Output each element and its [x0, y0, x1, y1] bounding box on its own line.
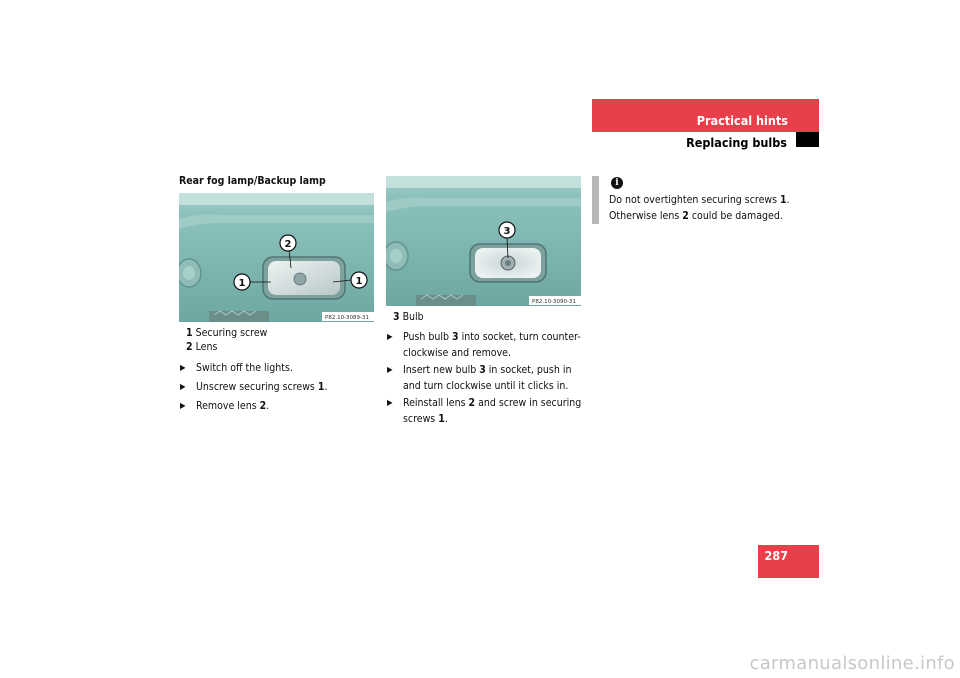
arrow-icon: ▶ [387, 398, 393, 407]
arrow-icon: ▶ [387, 332, 393, 341]
legend-item: 1 Securing screw [186, 327, 268, 339]
page-number: 287 [764, 548, 788, 563]
callout-3: 3 [503, 226, 511, 237]
legend-item: 3 Bulb [393, 311, 424, 323]
callout-2: 2 [284, 239, 292, 250]
note-bar [592, 176, 599, 224]
legend-item: 2 Lens [186, 341, 218, 353]
step-item: ▶ Push bulb 3 into socket, turn counter- clockwise and remove. [387, 331, 581, 359]
subsection-title: Replacing bulbs [686, 135, 787, 150]
arrow-icon: ▶ [387, 365, 393, 374]
callout-1-right: 1 [355, 276, 363, 287]
image-code: P82.10-3090-31 [532, 299, 577, 305]
watermark: carmanualsonline.info [749, 653, 955, 674]
arrow-icon: ▶ [180, 401, 186, 410]
step-item: ▶ Unscrew securing screws 1. [180, 381, 328, 393]
step-item: ▶ Reinstall lens 2 and screw in securing screws 1. [387, 397, 582, 425]
image-code: P82.10-3089-31 [325, 315, 370, 321]
rear-fog-lamp-photo [179, 193, 374, 322]
arrow-icon: ▶ [180, 363, 186, 372]
page-heading: Rear fog lamp/Backup lamp [179, 175, 326, 187]
step-item: ▶ Insert new bulb 3 in socket, push in and turn clockwise until it clicks in. [387, 364, 572, 392]
section-title: Practical hints [696, 113, 788, 128]
arrow-icon: ▶ [180, 382, 186, 391]
callout-1-left: 1 [238, 278, 246, 289]
step-item: ▶ Switch off the lights. [180, 362, 293, 374]
section-tab-marker [796, 132, 819, 147]
note-text: Do not overtighten securing screws 1. Otherwise lens 2 could be damaged. [609, 194, 790, 222]
step-item: ▶ Remove lens 2. [180, 400, 270, 412]
bulb-socket-photo [386, 176, 581, 306]
info-icon: i [611, 177, 623, 189]
